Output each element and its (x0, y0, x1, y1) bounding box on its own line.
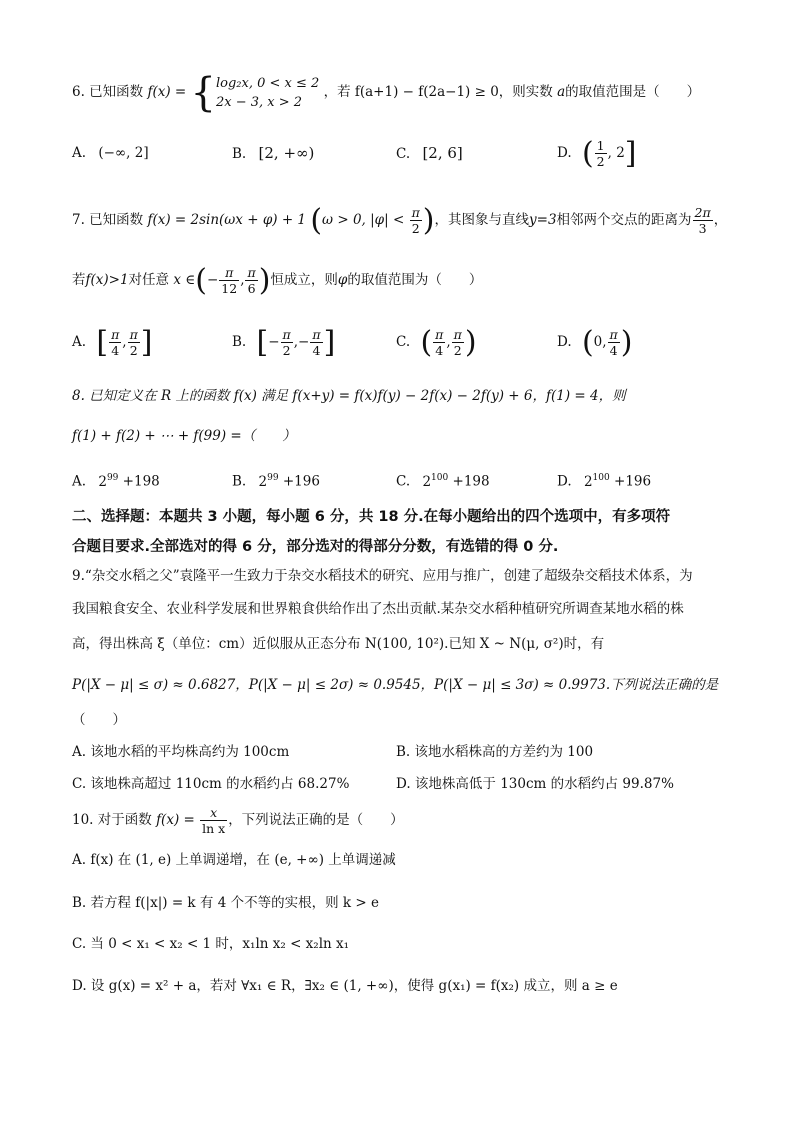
q7-cond: ω > 0, |φ| < (322, 212, 405, 228)
q7-line-eq: y=3 (529, 212, 557, 228)
q6-condition: ，若 f(a+1) − f(2a−1) ≥ 0，则实数 (323, 84, 553, 100)
q8-option-d[interactable]: D. $2^{100} +196$ (557, 473, 652, 490)
q10-func: f(x) = (156, 812, 195, 828)
q7-cond-rparen: ) (422, 202, 435, 238)
q7-option-d[interactable]: D. (0, $\frac{\pi}{4}$ ) (557, 324, 633, 360)
q6-var: a (557, 84, 566, 100)
q7-mid: ，其图象与直线 (434, 212, 530, 228)
q8-line-1: 8. 已知定义在 R 上的函数 f(x) 满足 f(x+y) = f(x)f(y) − 2f(x) − 2f(y) + 6，f(1) = 4，则 (72, 388, 626, 404)
q7-int-b-frac: $\frac{\pi}{6}$ (247, 265, 256, 296)
question-9-line-5: （ ） (72, 712, 126, 728)
q6-cases (216, 74, 319, 112)
q7-l2-f: f(x)>1 (85, 272, 129, 288)
q6-option-d-frac: $\frac{1}{2}$ (596, 138, 605, 169)
q10-option-c[interactable]: C. 当 0 < x₁ < x₂ < 1 时，x₁ln x₂ < x₂ln x₁ (72, 936, 350, 952)
question-6 (72, 70, 700, 114)
q6-option-d-tail: , 2 (607, 145, 625, 161)
q6-option-c-value: [2, 6] (422, 144, 463, 162)
question-9-line-2: 我国粮食安全、农业科学发展和世界粮食供给作出了杰出贡献.某杂交水稻种植研究所调查某地水稻的株 (72, 601, 684, 617)
q6-brace: { (190, 69, 216, 116)
q6-suffix: 的取值范围是（ ） (565, 84, 701, 100)
q6-option-b[interactable] (232, 138, 314, 169)
q6-option-d[interactable] (557, 134, 637, 172)
question-7 (72, 198, 727, 242)
q9-option-d[interactable]: D. 该地株高低于 130cm 的水稻约占 99.87% (396, 776, 674, 792)
q7-phi: φ (337, 272, 348, 288)
question-9-line-3: 高，得出株高 ξ（单位：cm）近似服从正态分布 N(100, 10²).已知 X ~ N(μ, σ²)时，有 (72, 636, 605, 652)
q10-option-d[interactable]: D. 设 g(x) = x² + a，若对 ∀x₁ ∈ R，∃x₂ ∈ (1, +∞)，使得 g(x₁) = f(x₂) 成立，则 a ≥ e (72, 978, 618, 994)
question-7-line-2: 若f(x)>1对任意 x ∈(− $\frac{\pi}{12}$ , $\frac{\pi}{6}$ )恒成立，则φ的取值范围为（ ） (72, 262, 483, 298)
q9-option-b[interactable]: B. 该地水稻株高的方差约为 100 (396, 744, 594, 760)
q9-option-a[interactable]: A. 该地水稻的平均株高约为 100cm (72, 744, 290, 760)
q7-option-b-label: B. (232, 334, 247, 350)
q8-option-b[interactable]: B. $2^{99} +196$ (232, 473, 320, 490)
q6-prefix: 6. 已知函数 (72, 84, 144, 100)
question-9-line-4: P(|X − μ| ≤ σ) ≈ 0.6827，P(|X − μ| ≤ 2σ) ≈ 0.9545，P(|X − μ| ≤ 3σ) ≈ 0.9973.下列说法正确的是 (72, 677, 719, 693)
q10-option-b[interactable]: B. 若方程 f(|x|) = k 有 4 个不等的实根，则 k > e (72, 895, 379, 911)
q7-cond-frac: $\frac{\pi}{2}$ (411, 205, 420, 236)
q7-l2-x: x ∈ (173, 272, 196, 288)
q6-option-a-label: A. (72, 145, 87, 161)
q7-option-b[interactable]: B. [− $\frac{\pi}{2}$ ,− $\frac{\pi}{4}$ ] (232, 324, 336, 360)
q6-option-d-rbracket: ] (624, 135, 637, 171)
q6-option-b-value: [2, +∞) (258, 144, 315, 162)
q10-option-a[interactable]: A. f(x) 在 (1, e) 上单调递增，在 (e, +∞) 上单调递减 (72, 852, 396, 868)
q6-option-a[interactable] (72, 138, 149, 168)
q7-int-a-frac: $\frac{\pi}{12}$ (221, 265, 238, 296)
q7-option-c[interactable]: C. ( $\frac{\pi}{4}$ , $\frac{\pi}{2}$ ) (396, 324, 477, 360)
q7-l2-mid: 对任意 (128, 272, 170, 288)
q7-int-rparen: ) (258, 262, 271, 298)
q10-frac: $\frac{x}{\text{ln x}}$ (202, 805, 226, 836)
q10-suffix: ，下列说法正确的是（ ） (228, 812, 404, 828)
question-10 (72, 802, 404, 838)
q8-option-c[interactable]: C. $2^{100} +198$ (396, 473, 490, 490)
q7-int-lparen: ( (195, 262, 207, 298)
q7-prefix: 7. 已知函数 (72, 212, 144, 228)
q7-int-a-sign: − (206, 272, 219, 288)
q10-prefix: 10. 对于函数 (72, 812, 152, 828)
q8-option-a[interactable]: A. $2^{99} +198$ (72, 473, 160, 490)
q6-func: f(x) = (147, 84, 187, 100)
q7-l2-end: 的取值范围为（ ） (347, 272, 483, 288)
question-8 (72, 386, 626, 406)
q7-l2-pre: 若 (72, 272, 86, 288)
question-9-line-1: 9.“杂交水稻之父”袁隆平一生致力于杂交水稻技术的研究、应用与推广，创建了超级杂交稻技术体系，为 (72, 568, 693, 584)
q7-end: ， (713, 212, 728, 228)
q6-option-c[interactable] (396, 138, 463, 169)
q7-cond-lparen: ( (310, 202, 323, 238)
q6-case-2: 2x − 3, x > 2 (215, 94, 303, 110)
q6-case-1: log₂x, 0 < x ≤ 2 (215, 75, 320, 91)
q7-option-d-label: D. (557, 334, 572, 350)
q7-mid2: 相邻两个交点的距离为 (556, 212, 692, 228)
q7-option-a-label: A. (72, 334, 87, 350)
q7-func: f(x) = 2sin(ωx + φ) + 1 (147, 212, 307, 228)
q7-dist-frac: $\frac{2\pi}{3}$ (694, 205, 711, 236)
q7-option-a[interactable]: A. [ $\frac{\pi}{4}$ , $\frac{\pi}{2}$ ] (72, 324, 153, 360)
section-2-heading: 二、选择题：本题共 3 小题，每小题 6 分，共 18 分.在每小题给出的四个选项中，有多项符 (72, 509, 671, 525)
q9-option-c[interactable]: C. 该地株高超过 110cm 的水稻约占 68.27% (72, 776, 350, 792)
question-8-line-2 (72, 426, 296, 446)
section-2-heading-line-2: 合题目要求.全部选对的得 6 分，部分选对的得部分分数，有选错的得 0 分. (72, 539, 559, 555)
q7-option-c-label: C. (396, 334, 411, 350)
q7-l2-post: 恒成立，则 (270, 272, 338, 288)
q6-option-a-value: (−∞, 2] (98, 145, 149, 161)
q6-option-d-lparen: ( (581, 135, 594, 171)
q6-option-c-label: C. (396, 146, 411, 162)
q8-line-2: f(1) + f(2) + ⋯ + f(99) =（ ） (72, 428, 296, 444)
q6-option-d-label: D. (557, 145, 572, 161)
q6-option-b-label: B. (232, 146, 247, 162)
